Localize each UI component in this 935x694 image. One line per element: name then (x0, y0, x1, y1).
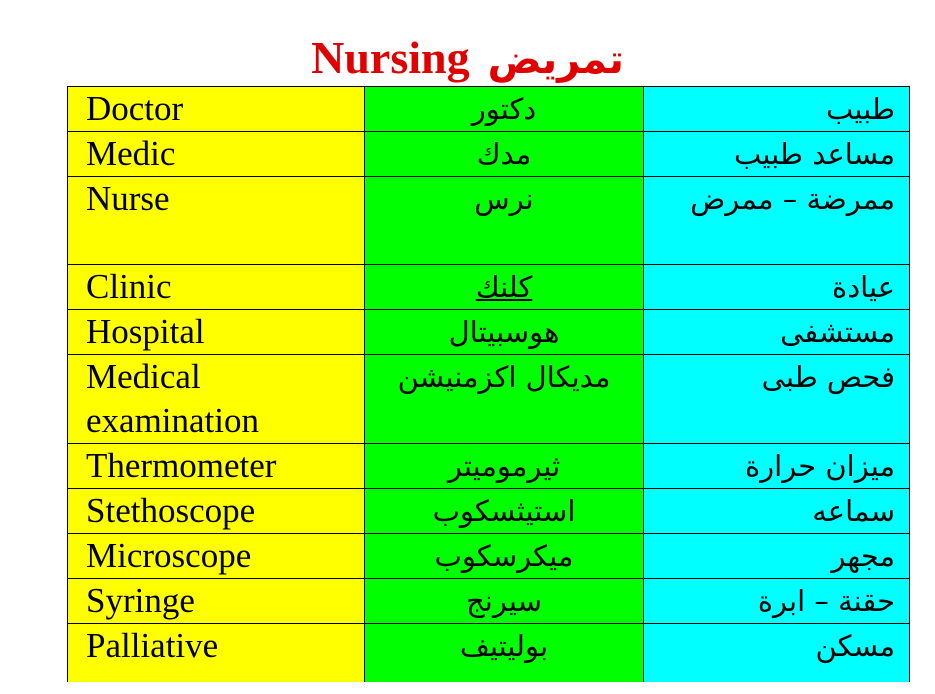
arabic-translation: مجهر (644, 534, 910, 579)
arabic-translation: طبيب (644, 87, 910, 132)
arabic-translation: ميزان حرارة (644, 444, 910, 489)
transliteration: نرس (365, 177, 644, 265)
table-row (68, 132, 910, 177)
arabic-translation: مستشفى (644, 310, 910, 355)
english-term: Clinic (68, 265, 365, 310)
table-row (68, 489, 910, 534)
english-term: Doctor (68, 87, 365, 132)
page-title (0, 30, 935, 88)
arabic-translation: مسكن (644, 624, 910, 682)
table-row (68, 87, 910, 132)
table-row (68, 310, 910, 355)
table-row (68, 177, 910, 265)
english-term: Nurse (68, 177, 365, 265)
english-term: Hospital (68, 310, 365, 355)
english-term: Microscope (68, 534, 365, 579)
transliteration (365, 265, 644, 310)
title-arabic: تمريض (487, 37, 624, 83)
english-term: Syringe (68, 579, 365, 624)
transliteration: سيرنج (365, 579, 644, 624)
transliteration: مديكال اكزمنيشن (365, 355, 644, 444)
transliteration-text: كلنك (475, 270, 533, 304)
table-row (68, 624, 910, 682)
table-row (68, 444, 910, 489)
arabic-translation: عيادة (644, 265, 910, 310)
arabic-translation: ممرضة – ممرض (644, 177, 910, 265)
table-row (68, 355, 910, 444)
transliteration: دكتور (365, 87, 644, 132)
transliteration: هوسبيتال (365, 310, 644, 355)
english-term: Medical examination (68, 355, 365, 444)
vocabulary-table (67, 86, 910, 682)
table-row (68, 579, 910, 624)
transliteration: مدك (365, 132, 644, 177)
table-row (68, 534, 910, 579)
english-term: Palliative (68, 624, 365, 682)
arabic-translation: فحص طبى (644, 355, 910, 444)
arabic-translation: مساعد طبيب (644, 132, 910, 177)
english-term: Medic (68, 132, 365, 177)
arabic-translation: سماعه (644, 489, 910, 534)
transliteration: ثيرموميتر (365, 444, 644, 489)
title-english: Nursing (311, 32, 470, 83)
transliteration: بوليتيف (365, 624, 644, 682)
english-term: Thermometer (68, 444, 365, 489)
transliteration: ميكرسكوب (365, 534, 644, 579)
arabic-translation: حقنة – ابرة (644, 579, 910, 624)
table-row (68, 265, 910, 310)
transliteration: استيثسكوب (365, 489, 644, 534)
english-term: Stethoscope (68, 489, 365, 534)
